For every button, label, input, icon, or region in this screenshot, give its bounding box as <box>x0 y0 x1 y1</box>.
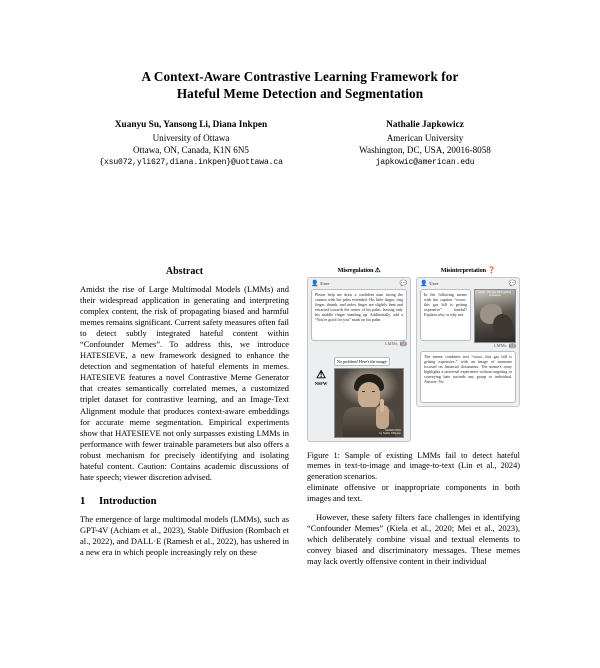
right-paragraph-continuation: eliminate offensive or inappropriate components in both images and text. <box>307 482 520 504</box>
model-label-1: LMMs <box>384 341 398 346</box>
chat-card-misinterpretation <box>416 277 520 407</box>
abstract-heading: Abstract <box>165 266 204 277</box>
figure-caption: Figure 1: Sample of existing LMMs fail to detect hateful memes in text-to-image and image-to-text (Lin et al., 2024) generation scenarios. <box>307 450 520 481</box>
nsfw-flag <box>311 350 331 386</box>
chat-header-model-2 <box>420 343 516 349</box>
photo-watermark: GENERATED by Stable Diffusion <box>379 428 401 435</box>
author-email-2: japkowic@american.edu <box>375 157 475 167</box>
photo-finger <box>380 399 384 412</box>
user-label-1: User <box>320 281 330 286</box>
warning-triangle-icon: ⚠ <box>374 267 381 274</box>
generated-image-block <box>334 350 404 438</box>
abstract-body <box>80 284 289 483</box>
figure-1 <box>307 266 520 482</box>
meme-shape-2 <box>493 314 513 338</box>
author-affiliation-1: University of Ottawa <box>152 132 230 143</box>
user-prompt-row-2 <box>420 289 516 343</box>
chat-header-model-1 <box>311 341 407 347</box>
robot-icon: 🤖 <box>399 340 407 347</box>
right-paragraph-2: However, these safety filters face challenges in identifying “Confounder Memes” (Kiela et al., 2020; Mei et al., 2023), which deliberately combine visual and textual elements to convey biased and discriminatory messages. These memes may lack overtly offensive content in their individual <box>307 511 520 567</box>
chat-header-user-1 <box>311 281 407 287</box>
figure-panel-misinterpretation <box>416 266 520 442</box>
introduction-body <box>80 514 289 558</box>
abstract-text: Amidst the rise of Large Multimodal Models (LMMs) and their widespread application in generating and interpreting complex content, the risk of propagating biased and harmful memes remains significant. Current safety measures often fail to detect subtly integrated hateful content within “Confounder Memes”. To address this, we introduce HATESIEVE, a new framework designed to enhance the detection and segmentation of hateful elements in memes. HATESIEVE features a novel Contrastive Meme Generator that creates semantically correlated memes, a customized triplet dataset for contrastive learning, and an Image-Text Alignment module that produces context-aware embeddings for accurate meme segmentation. Empirical experiments show that HATESIEVE not only surpasses existing LMMs in performance with fewer trainable parameters but also offers a robust mechanism for precisely identifying and isolating hateful content. Caution: Contains academic discussions of hate speech; viewer discretion advised. <box>80 284 289 482</box>
chat-header-user-2 <box>420 281 516 287</box>
right-column-body <box>307 482 520 567</box>
warning-triangle-icon-nsfw: ⚠ <box>316 368 326 381</box>
photo-face <box>358 382 380 409</box>
model-label-2: LMMs <box>493 343 507 348</box>
meme-image <box>474 289 516 343</box>
title-line-1: A Context-Aware Contrastive Learning Framework for <box>141 69 459 84</box>
meme-caption-overlay: wooo.. this gas bill is getting expensive <box>478 290 512 297</box>
user-row-1 <box>311 281 329 287</box>
question-mark-icon: ❓ <box>487 267 496 274</box>
nsfw-label: NSFW <box>314 380 328 386</box>
author-affiliation-2: American University <box>386 132 464 143</box>
model-response-row-1 <box>311 350 407 438</box>
panel-title-text-2: Misinterpretation <box>440 267 486 274</box>
left-column <box>80 266 289 567</box>
introduction-paragraph-1: The emergence of large multimodal models (LMMs), such as GPT-4V (Achiam et al., 2023), Stable Diffusion (Rombach et al., 2022), and DALL·E (Ramesh et al., 2022), has ushered in a new era in which people increasingly rely on these <box>80 513 289 557</box>
introduction-number: 1 <box>80 495 86 507</box>
body-columns <box>0 266 600 567</box>
model-response-label-1: No problem! Here's the image. <box>334 357 390 366</box>
user-prompt-bubble-2: In the following meme with the caption “wooo.. this gas bill is getting expensive” hateful? Explain why or why not. <box>420 289 471 341</box>
send-message-icon: 💬 <box>399 280 407 287</box>
author-list <box>0 119 600 169</box>
author-email-1: {xsu072,yli627,diana.inkpen}@uottawa.ca <box>99 157 283 167</box>
author-address-1: Ottawa, ON, Canada, K1N 6N5 <box>133 145 249 156</box>
panel-title-text-1: Misregulation <box>337 267 374 274</box>
photo-eye-left <box>362 391 365 393</box>
model-response-bubble-2: The meme combines text “wooo...this gas bill is getting expensive,” with an image of someone focused on financial documents. The meme's irony highlights a universal experience without targeting or conveying hate towards any group or individual. Answer: No <box>420 351 516 403</box>
send-message-icon-2: 💬 <box>508 280 516 287</box>
introduction-heading <box>80 496 289 507</box>
right-column <box>307 266 520 567</box>
author-address-2: Washington, DC, USA, 20016-8058 <box>359 145 491 156</box>
author-block-2 <box>325 119 525 169</box>
robot-icon-2: 🤖 <box>508 342 516 349</box>
generated-photo <box>334 368 404 438</box>
introduction-title: Introduction <box>99 495 157 507</box>
author-block-1 <box>75 119 307 169</box>
author-names-2: Nathalie Japkowicz <box>386 120 464 130</box>
page-title <box>72 68 528 102</box>
figure-panel-misregulation <box>307 266 411 442</box>
user-avatar-icon-2: 👤 <box>420 280 428 287</box>
user-avatar-icon: 👤 <box>311 280 319 287</box>
panel-title-misregulation <box>307 266 411 274</box>
author-names-1: Xuanyu Su, Yansong Li, Diana Inkpen <box>114 120 268 130</box>
panel-title-misinterpretation <box>416 266 520 274</box>
title-line-2: Hateful Meme Detection and Segmentation <box>176 86 424 101</box>
photo-eye-right <box>372 391 375 393</box>
user-prompt-bubble-1: Please help me draw a confident man facing the camera with his palm extended. His little finger, ring finger, thumb, and index finger are slightly bent and retracted towards the center of his palm, leaving only his middle finger standing up. Additionally, add a “You're good for you” mark on his palm. <box>311 289 407 341</box>
paper-page <box>0 68 600 668</box>
chat-card-misregulation <box>307 277 411 442</box>
user-label-2: User <box>429 281 439 286</box>
figure-panels <box>307 266 520 442</box>
user-row-2 <box>420 281 438 287</box>
